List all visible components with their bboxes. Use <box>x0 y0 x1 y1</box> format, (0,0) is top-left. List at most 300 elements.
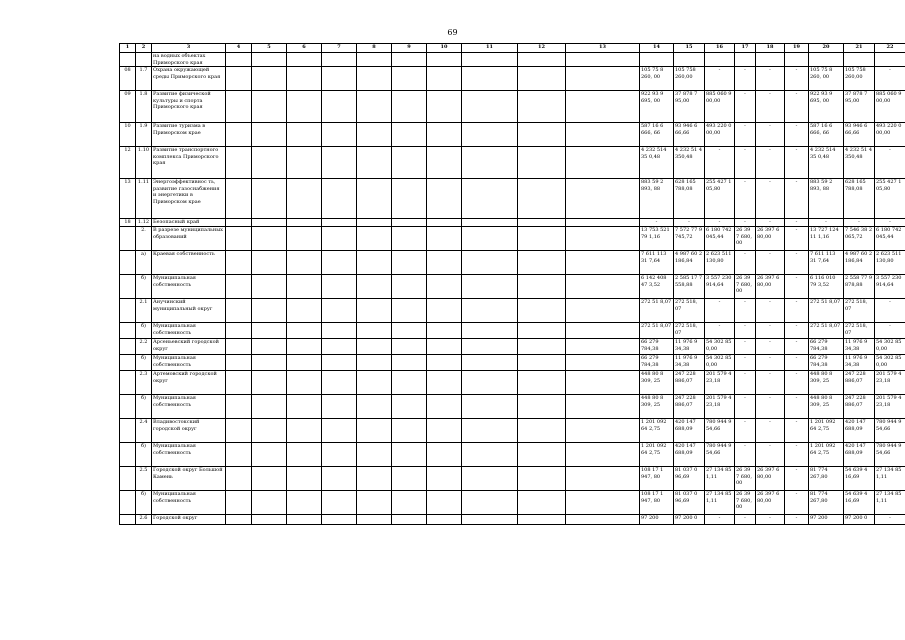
table-cell: 883 59 2 893, 88 <box>640 179 674 219</box>
table-cell: - <box>785 275 809 299</box>
table-cell <box>322 467 357 491</box>
table-cell <box>462 91 518 123</box>
table-cell <box>252 251 287 275</box>
table-cell <box>226 53 252 67</box>
table-cell: 26 39 7 680, 00 <box>735 467 756 491</box>
budget-table <box>119 43 905 525</box>
table-cell: 3 557 230 914,64 <box>705 275 735 299</box>
table-cell: - <box>756 355 785 371</box>
table-row <box>120 251 905 275</box>
row-name-cell: Развитие физической культуры и спорта Приморского края <box>152 91 226 123</box>
table-cell: 26 397 6 80,00 <box>756 467 785 491</box>
table-cell <box>226 219 252 227</box>
table-cell: 97 200 <box>640 515 674 525</box>
row-name-cell: Артемовский городской округ <box>152 371 226 395</box>
table-cell <box>462 299 518 323</box>
table-cell <box>566 251 640 275</box>
table-cell: - <box>735 419 756 443</box>
table-cell <box>566 123 640 147</box>
table-cell <box>226 467 252 491</box>
table-cell <box>518 339 566 355</box>
table-cell: - <box>756 179 785 219</box>
table-cell: 26 397 6 80,00 <box>756 491 785 515</box>
column-number-cell: 6 <box>287 44 322 53</box>
table-cell: 247 228 886,07 <box>674 371 705 395</box>
table-cell <box>462 67 518 91</box>
table-cell <box>322 227 357 251</box>
table-cell: - <box>735 251 756 275</box>
table-cell <box>287 515 322 525</box>
table-cell: 448 80 8 309, 25 <box>809 395 844 419</box>
table-cell: - <box>785 443 809 467</box>
table-cell: 18 <box>120 219 136 227</box>
table-cell: 493 220 0 00,00 <box>705 123 735 147</box>
column-number-cell: 8 <box>357 44 392 53</box>
column-number-cell: 4 <box>226 44 252 53</box>
table-cell: 255 427 1 05,80 <box>875 179 905 219</box>
table-cell <box>287 123 322 147</box>
table-cell <box>287 227 322 251</box>
table-cell <box>427 395 462 419</box>
table-cell: 4 232 51 4 350,48 <box>674 147 705 179</box>
table-cell: 2.5 <box>136 467 152 491</box>
table-cell: 1 201 092 64 2,75 <box>809 419 844 443</box>
table-cell <box>392 179 427 219</box>
table-cell <box>252 371 287 395</box>
table-cell: - <box>674 219 705 227</box>
table-cell: 7 611 113 31 7,64 <box>640 251 674 275</box>
table-cell: 81 774 267,80 <box>809 467 844 491</box>
table-cell <box>252 443 287 467</box>
table-cell <box>252 91 287 123</box>
table-cell <box>357 275 392 299</box>
table-cell <box>566 227 640 251</box>
table-cell: 4 232 514 35 0,48 <box>809 147 844 179</box>
table-cell <box>120 395 136 419</box>
table-cell <box>322 219 357 227</box>
table-cell <box>136 53 152 67</box>
table-cell: 66 279 784,38 <box>809 339 844 355</box>
table-cell: 1.10 <box>136 147 152 179</box>
table-cell <box>518 355 566 371</box>
table-cell: 201 579 4 23,18 <box>705 371 735 395</box>
table-cell <box>566 67 640 91</box>
table-cell: 2.3 <box>136 371 152 395</box>
table-cell: - <box>809 219 844 227</box>
table-cell: 493 220 0 00,00 <box>875 123 905 147</box>
table-cell: 4 232 51 4 350,48 <box>844 147 875 179</box>
table-cell: 247 228 886,07 <box>844 395 875 419</box>
table-cell <box>427 179 462 219</box>
column-number-cell: 12 <box>518 44 566 53</box>
table-cell <box>357 147 392 179</box>
table-cell: 12 <box>120 147 136 179</box>
table-cell <box>252 339 287 355</box>
table-cell <box>462 515 518 525</box>
table-cell <box>566 219 640 227</box>
table-cell <box>252 123 287 147</box>
table-cell <box>518 147 566 179</box>
table-cell <box>392 67 427 91</box>
table-cell <box>462 395 518 419</box>
table-cell: 93 946 6 66,66 <box>674 123 705 147</box>
table-cell <box>392 53 427 67</box>
table-cell: 26 39 7 680, 00 <box>735 275 756 299</box>
table-cell: 26 39 7 680, 00 <box>735 491 756 515</box>
table-cell <box>427 443 462 467</box>
table-row <box>120 491 905 515</box>
table-cell <box>287 147 322 179</box>
column-number-cell: 13 <box>566 44 640 53</box>
table-cell: 780 944 9 54,66 <box>875 419 905 443</box>
table-cell <box>875 53 905 67</box>
table-cell <box>427 275 462 299</box>
table-cell: 66 279 784,38 <box>640 339 674 355</box>
table-cell: 13 753 521 79 1,16 <box>640 227 674 251</box>
table-cell: 272 51 8,07 <box>809 323 844 339</box>
table-cell <box>566 371 640 395</box>
table-cell: 1.7 <box>136 67 152 91</box>
table-cell <box>287 443 322 467</box>
table-cell: б) <box>136 275 152 299</box>
table-cell <box>462 371 518 395</box>
table-cell <box>392 419 427 443</box>
table-cell: - <box>875 299 905 323</box>
table-cell: - <box>785 515 809 525</box>
table-cell: 448 80 8 309, 25 <box>640 371 674 395</box>
table-cell: 6 116 010 79 3,52 <box>809 275 844 299</box>
table-cell: 13 <box>120 179 136 219</box>
table-cell <box>252 147 287 179</box>
table-cell <box>357 491 392 515</box>
table-row <box>120 227 905 251</box>
table-cell: - <box>785 67 809 91</box>
table-cell <box>287 355 322 371</box>
table-cell: - <box>785 323 809 339</box>
table-cell <box>357 339 392 355</box>
table-cell <box>226 179 252 219</box>
table-cell <box>120 467 136 491</box>
table-cell <box>392 323 427 339</box>
table-cell <box>518 219 566 227</box>
table-cell <box>518 443 566 467</box>
table-cell <box>462 275 518 299</box>
table-cell: 6 180 742 045,44 <box>875 227 905 251</box>
row-name-cell: Владивостокский городской округ <box>152 419 226 443</box>
table-cell: - <box>785 355 809 371</box>
table-cell: 2 585 17 7 558,88 <box>674 275 705 299</box>
table-cell <box>518 251 566 275</box>
table-cell: - <box>735 91 756 123</box>
table-cell: 1.9 <box>136 123 152 147</box>
table-cell: - <box>705 67 735 91</box>
column-number-cell: 7 <box>322 44 357 53</box>
column-number-cell: 9 <box>392 44 427 53</box>
table-cell <box>427 467 462 491</box>
table-cell: - <box>756 419 785 443</box>
table-cell <box>427 219 462 227</box>
column-number-header-row <box>120 44 905 53</box>
table-cell: 108 17 1 947, 80 <box>640 491 674 515</box>
table-cell <box>462 323 518 339</box>
table-cell: - <box>735 339 756 355</box>
table-cell <box>252 491 287 515</box>
table-cell: 272 518, 07 <box>844 323 875 339</box>
table-row <box>120 275 905 299</box>
table-cell <box>357 123 392 147</box>
row-name-cell: Анучинский муниципальный округ <box>152 299 226 323</box>
table-cell <box>120 227 136 251</box>
column-number-cell: 21 <box>844 44 875 53</box>
table-cell <box>357 67 392 91</box>
table-cell <box>287 251 322 275</box>
table-cell <box>322 355 357 371</box>
table-cell: - <box>735 515 756 525</box>
table-cell: - <box>756 123 785 147</box>
table-cell <box>462 53 518 67</box>
table-cell: 66 279 784,38 <box>809 355 844 371</box>
table-cell: 7 572 77 9 745,72 <box>674 227 705 251</box>
table-cell: а) <box>136 251 152 275</box>
row-name-cell: Безопасный край <box>152 219 226 227</box>
table-cell <box>226 355 252 371</box>
table-cell <box>756 53 785 67</box>
table-cell: 4 987 60 2 186,84 <box>844 251 875 275</box>
table-cell <box>566 323 640 339</box>
table-cell <box>427 53 462 67</box>
table-cell <box>566 179 640 219</box>
table-cell <box>322 179 357 219</box>
table-cell <box>226 339 252 355</box>
table-cell <box>566 147 640 179</box>
table-cell: 272 51 8,07 <box>640 323 674 339</box>
table-cell: 255 427 1 05,80 <box>705 179 735 219</box>
table-cell <box>252 227 287 251</box>
table-cell: 08 <box>120 67 136 91</box>
table-cell: 272 518, 07 <box>674 299 705 323</box>
table-row <box>120 419 905 443</box>
table-cell <box>322 339 357 355</box>
table-cell: 27 134 85 1,11 <box>705 467 735 491</box>
table-cell <box>252 419 287 443</box>
table-cell <box>392 299 427 323</box>
table-cell <box>287 395 322 419</box>
table-cell <box>252 323 287 339</box>
table-cell: - <box>756 147 785 179</box>
table-cell <box>322 419 357 443</box>
table-cell: 27 134 85 1,11 <box>875 467 905 491</box>
table-cell <box>252 395 287 419</box>
table-cell <box>705 53 735 67</box>
row-name-cell: Муниципальная собственность <box>152 395 226 419</box>
table-cell <box>427 299 462 323</box>
table-cell: 780 944 9 54,66 <box>705 443 735 467</box>
table-cell: - <box>735 323 756 339</box>
table-cell <box>322 147 357 179</box>
table-cell <box>427 91 462 123</box>
table-cell <box>226 275 252 299</box>
row-name-cell: на водных объектах Приморского края <box>152 53 226 67</box>
table-cell: 66 279 784,38 <box>640 355 674 371</box>
table-cell <box>322 53 357 67</box>
row-name-cell: Развитие туризма в Приморском крае <box>152 123 226 147</box>
table-cell: 420 147 688,09 <box>844 443 875 467</box>
row-name-cell: Муниципальная собственность <box>152 443 226 467</box>
table-row <box>120 443 905 467</box>
column-number-cell: 22 <box>875 44 905 53</box>
table-cell <box>518 323 566 339</box>
table-cell: 97 200 0 <box>844 515 875 525</box>
table-cell: 3 557 230 914,64 <box>875 275 905 299</box>
column-number-cell: 15 <box>674 44 705 53</box>
table-cell <box>427 147 462 179</box>
table-cell: - <box>756 251 785 275</box>
table-cell <box>566 339 640 355</box>
table-cell <box>518 67 566 91</box>
table-cell: 27 134 85 1,11 <box>705 491 735 515</box>
table-cell <box>287 67 322 91</box>
row-name-cell: Городской округ Большой Камень <box>152 467 226 491</box>
table-cell: 11 976 9 34,38 <box>844 339 875 355</box>
table-cell: - <box>785 467 809 491</box>
table-cell: б) <box>136 395 152 419</box>
table-cell <box>518 53 566 67</box>
table-cell: 2.6 <box>136 515 152 525</box>
table-row <box>120 67 905 91</box>
table-cell <box>357 323 392 339</box>
table-cell <box>226 299 252 323</box>
table-cell <box>674 53 705 67</box>
table-cell: - <box>875 219 905 227</box>
table-cell: 201 579 4 23,18 <box>875 371 905 395</box>
table-cell: - <box>705 147 735 179</box>
table-cell <box>322 323 357 339</box>
table-cell <box>518 91 566 123</box>
table-cell <box>120 371 136 395</box>
table-cell <box>226 491 252 515</box>
table-cell: 11 976 9 34,38 <box>844 355 875 371</box>
table-cell <box>518 299 566 323</box>
table-cell <box>287 323 322 339</box>
table-cell: 54 302 85 0,00 <box>875 339 905 355</box>
column-number-cell: 11 <box>462 44 518 53</box>
table-cell: 1 201 092 64 2,75 <box>640 419 674 443</box>
table-cell: - <box>735 395 756 419</box>
row-name-cell: Арсеньевский городской округ <box>152 339 226 355</box>
table-cell: 105 75 8 260, 00 <box>809 67 844 91</box>
table-cell <box>322 491 357 515</box>
table-cell <box>226 323 252 339</box>
table-row <box>120 179 905 219</box>
table-cell: 105 75 8 260, 00 <box>640 67 674 91</box>
table-cell: б) <box>136 355 152 371</box>
table-cell <box>287 91 322 123</box>
table-cell: - <box>756 67 785 91</box>
table-cell: - <box>756 371 785 395</box>
column-number-cell: 20 <box>809 44 844 53</box>
table-cell: - <box>735 371 756 395</box>
table-cell <box>120 251 136 275</box>
table-cell <box>287 491 322 515</box>
table-cell <box>518 419 566 443</box>
table-cell <box>392 275 427 299</box>
table-cell <box>566 395 640 419</box>
table-cell <box>287 219 322 227</box>
table-cell: - <box>785 219 809 227</box>
table-cell: 922 93 9 695, 00 <box>640 91 674 123</box>
table-cell <box>252 179 287 219</box>
table-cell <box>120 491 136 515</box>
table-cell: 4 987 60 2 186,84 <box>674 251 705 275</box>
table-cell: 26 397 6 80,00 <box>756 227 785 251</box>
table-cell: 2. <box>136 227 152 251</box>
table-cell: 1 201 092 64 2,75 <box>809 443 844 467</box>
table-cell <box>427 67 462 91</box>
column-number-cell: 14 <box>640 44 674 53</box>
table-cell <box>392 91 427 123</box>
table-cell: - <box>756 515 785 525</box>
table-row <box>120 299 905 323</box>
table-cell <box>226 227 252 251</box>
table-cell <box>226 91 252 123</box>
column-number-cell: 3 <box>152 44 226 53</box>
table-cell <box>518 395 566 419</box>
table-cell <box>392 355 427 371</box>
table-cell: - <box>785 491 809 515</box>
table-cell: 448 80 8 309, 25 <box>640 395 674 419</box>
table-cell: 587 16 6 666, 66 <box>809 123 844 147</box>
table-cell <box>120 323 136 339</box>
table-cell <box>120 419 136 443</box>
table-cell: - <box>735 355 756 371</box>
table-cell: - <box>785 179 809 219</box>
table-cell <box>392 227 427 251</box>
table-row <box>120 355 905 371</box>
table-cell <box>518 123 566 147</box>
table-cell: 201 579 4 23,18 <box>875 395 905 419</box>
table-cell <box>357 395 392 419</box>
table-cell: - <box>875 147 905 179</box>
column-number-cell: 16 <box>705 44 735 53</box>
table-cell: 922 93 9 695, 00 <box>809 91 844 123</box>
table-cell <box>462 355 518 371</box>
table-cell <box>844 53 875 67</box>
table-cell: 97 200 <box>809 515 844 525</box>
table-cell: 2.4 <box>136 419 152 443</box>
table-cell: 883 59 2 893, 88 <box>809 179 844 219</box>
table-cell <box>392 251 427 275</box>
table-cell <box>392 443 427 467</box>
table-cell <box>252 515 287 525</box>
table-cell: - <box>756 443 785 467</box>
table-cell: 11 976 9 34,38 <box>674 339 705 355</box>
table-cell <box>735 53 756 67</box>
table-cell <box>566 275 640 299</box>
table-cell: - <box>875 515 905 525</box>
table-cell <box>287 339 322 355</box>
table-cell <box>427 419 462 443</box>
table-cell: 54 302 85 0,00 <box>705 355 735 371</box>
table-cell <box>357 515 392 525</box>
table-row <box>120 147 905 179</box>
table-cell: - <box>785 227 809 251</box>
table-cell: 54 302 85 0,00 <box>875 355 905 371</box>
table-cell: 2 558 77 9 878,88 <box>844 275 875 299</box>
row-name-cell: Энергоэффективнос ть, развитие газоснабжения и энергетики в Приморском крае <box>152 179 226 219</box>
table-cell <box>392 491 427 515</box>
table-cell <box>462 443 518 467</box>
table-cell <box>322 123 357 147</box>
